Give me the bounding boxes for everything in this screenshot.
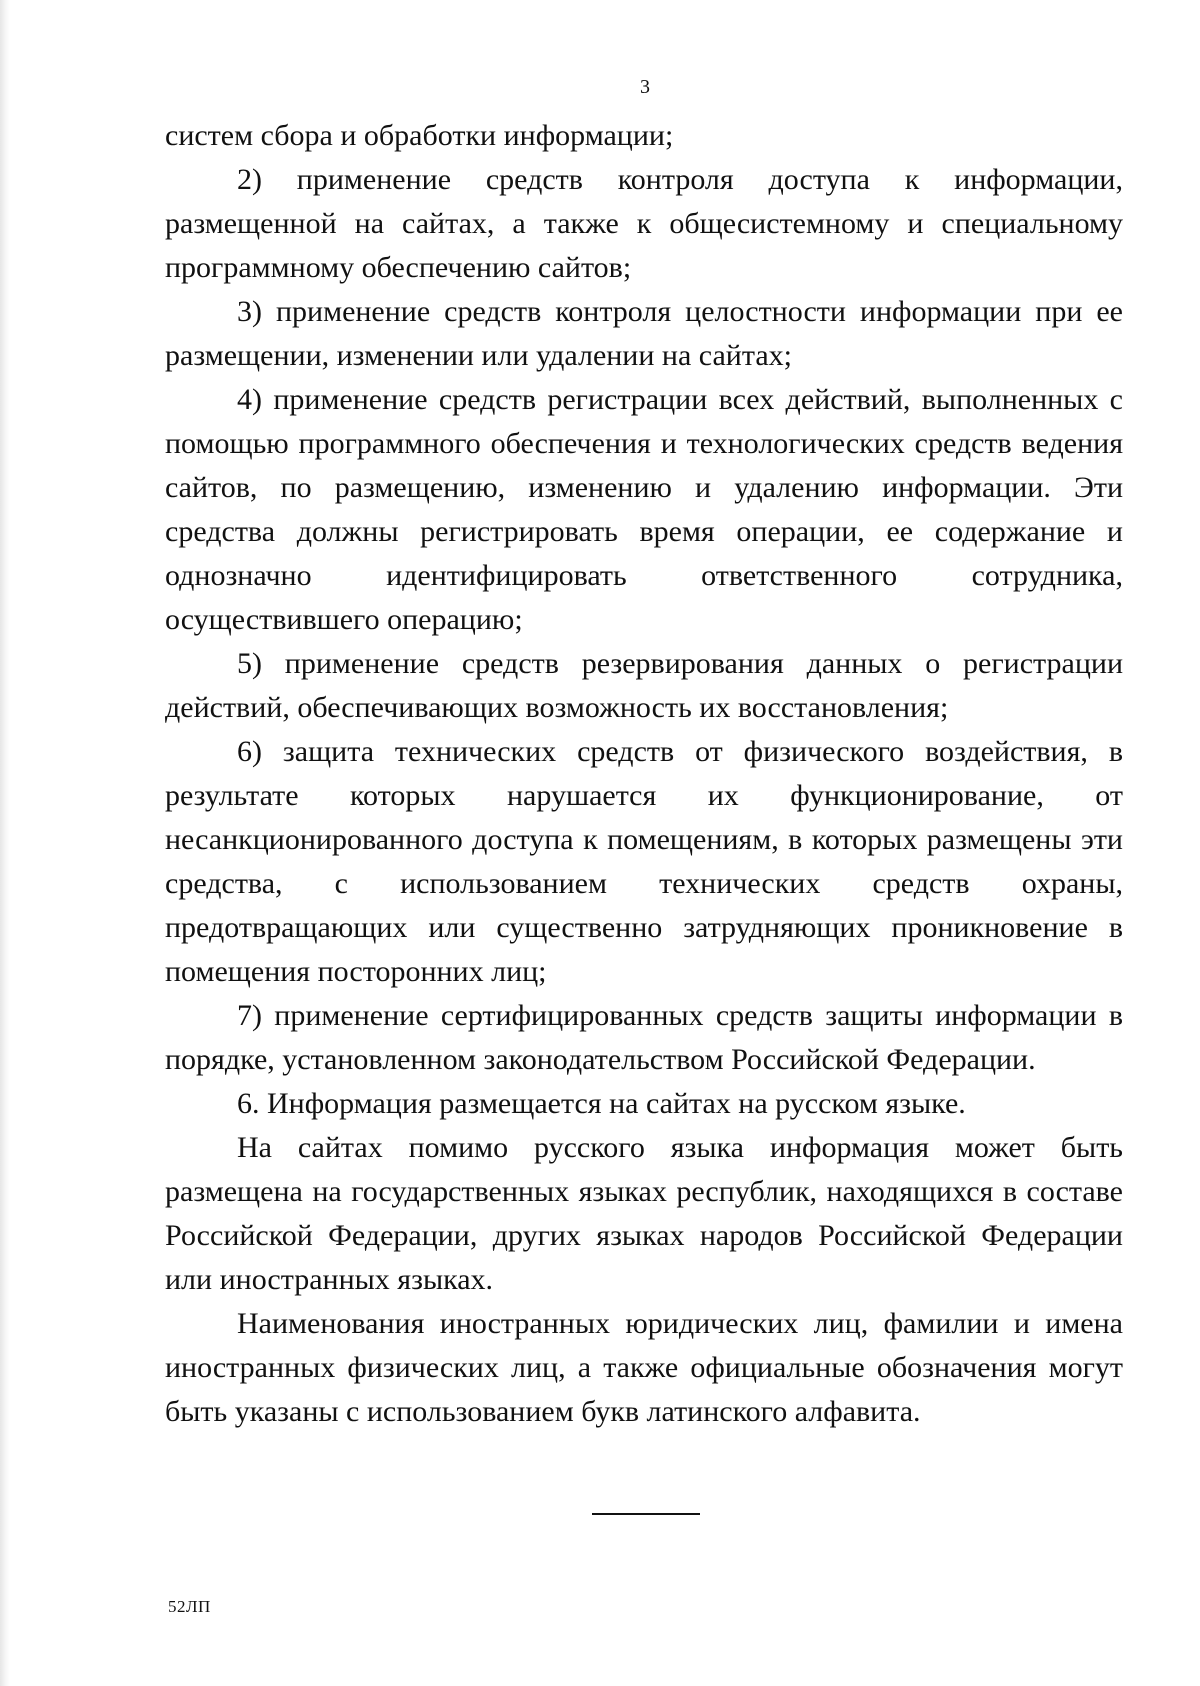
paragraph-continuation: систем сбора и обработки информации; xyxy=(165,119,674,152)
end-of-text-rule xyxy=(592,1513,700,1515)
document-body xyxy=(165,114,1123,1434)
section-6-heading: 6. Информация размещается на сайтах на русском языке. xyxy=(237,1087,966,1120)
section-6-paragraph-2: Наименования иностранных юридических лиц, фамилии и имена иностранных физических лиц, а также официальные обозначения могут быть указаны с использованием букв латинского алфавита. xyxy=(165,1307,1123,1428)
section-6-paragraph: На сайтах помимо русского языка информация может быть размещена на государственных языках республик, находящихся в составе Российской Федерации, других языках народов Российской Федерации или иностранных языках. xyxy=(165,1131,1123,1296)
footer-document-code: 52ЛП xyxy=(168,1597,211,1616)
scan-edge xyxy=(0,0,10,1686)
list-item-2: 2) применение средств контроля доступа к информации, размещенной на сайтах, а также к общесистемному и специальному программному обеспечению сайтов; xyxy=(165,163,1123,284)
list-item-4: 4) применение средств регистрации всех действий, выполненных с помощью программного обеспечения и технологических средств ведения сайтов, по размещению, изменению и удалению информации. Эти средства должны регистрировать время операции, ее содержание и однозначно идентифицировать ответственного сотрудника, осуществившего операцию; xyxy=(165,383,1123,636)
list-item-3: 3) применение средств контроля целостности информации при ее размещении, изменении или удалении на сайтах; xyxy=(165,295,1123,372)
list-item-6: 6) защита технических средств от физического воздействия, в результате которых нарушается их функционирование, от несанкционированного доступа к помещениям, в которых размещены эти средства, с использованием технических средств охраны, предотвращающих или существенно затрудняющих проникновение в помещения посторонних лиц; xyxy=(165,735,1123,988)
list-item-5: 5) применение средств резервирования данных о регистрации действий, обеспечивающих возможность их восстановления; xyxy=(165,647,1123,724)
page-number: 3 xyxy=(640,76,650,98)
list-item-7: 7) применение сертифицированных средств защиты информации в порядке, установленном законодательством Российской Федерации. xyxy=(165,999,1123,1076)
